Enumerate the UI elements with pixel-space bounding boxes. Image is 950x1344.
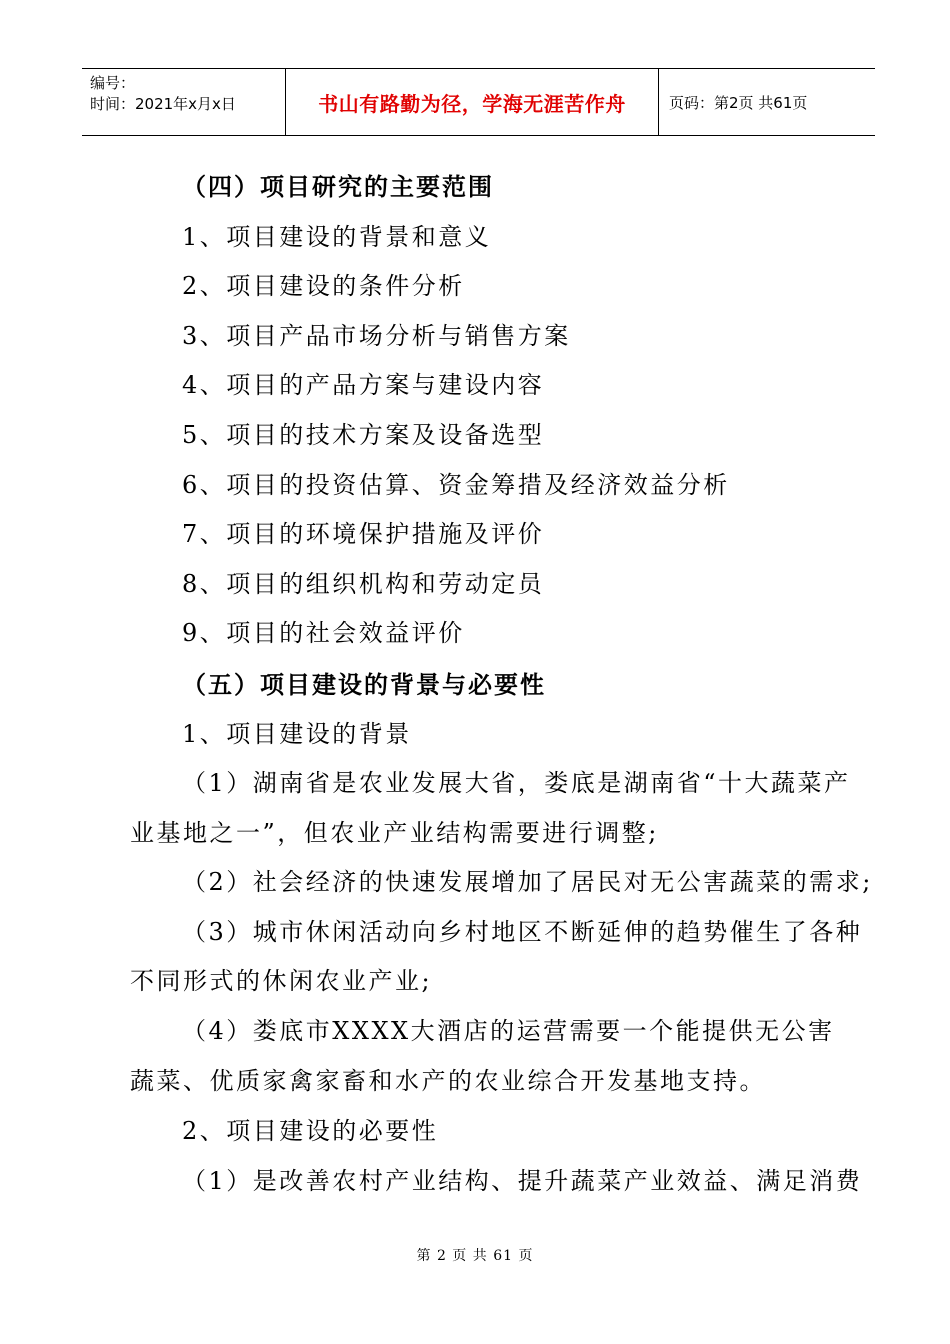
paragraph-line: （2）社会经济的快速发展增加了居民对无公害蔬菜的需求;: [182, 868, 873, 896]
list-item: 9、项目的社会效益评价: [182, 619, 465, 647]
page-header: [82, 68, 875, 136]
paragraph-line: （4）娄底市XXXX大酒店的运营需要一个能提供无公害: [182, 1017, 835, 1045]
page-footer: 第 2 页 共 61 页: [416, 1248, 534, 1264]
header-page-number: 页码：第2页 共61页: [669, 93, 808, 112]
subsection-title: 2、项目建设的必要性: [182, 1117, 439, 1145]
list-item: 7、项目的环境保护措施及评价: [182, 520, 545, 548]
paragraph-line: （1）是改善农村产业结构、提升蔬菜产业效益、满足消费: [182, 1167, 863, 1195]
paragraph-line: （3）城市休闲活动向乡村地区不断延伸的趋势催生了各种: [182, 918, 863, 946]
document-date: 时间：2021年x月x日: [90, 95, 236, 113]
list-item: 5、项目的技术方案及设备选型: [182, 421, 545, 449]
section-heading-background: （五）项目建设的背景与必要性: [182, 671, 546, 699]
list-item: 4、项目的产品方案与建设内容: [182, 371, 545, 399]
list-item: 2、项目建设的条件分析: [182, 272, 465, 300]
list-item: 1、项目建设的背景和意义: [182, 223, 492, 251]
section-heading-scope: （四）项目研究的主要范围: [182, 173, 494, 201]
document-number-label: 编号：: [90, 74, 136, 92]
paragraph-line: 不同形式的休闲农业产业;: [130, 967, 433, 995]
paragraph-line: （1）湖南省是农业发展大省，娄底是湖南省“十大蔬菜产: [182, 769, 851, 797]
paragraph-line: 业基地之一”，但农业产业结构需要进行调整;: [130, 819, 659, 847]
header-motto: 书山有路勤为径，学海无涯苦作舟: [285, 69, 659, 135]
list-item: 3、项目产品市场分析与销售方案: [182, 322, 571, 350]
list-item: 6、项目的投资估算、资金筹措及经济效益分析: [182, 471, 730, 499]
subsection-title: 1、项目建设的背景: [182, 720, 412, 748]
paragraph-line: 蔬菜、优质家禽家畜和水产的农业综合开发基地支持。: [130, 1067, 766, 1095]
header-meta: [82, 69, 285, 135]
list-item: 8、项目的组织机构和劳动定员: [182, 570, 545, 598]
